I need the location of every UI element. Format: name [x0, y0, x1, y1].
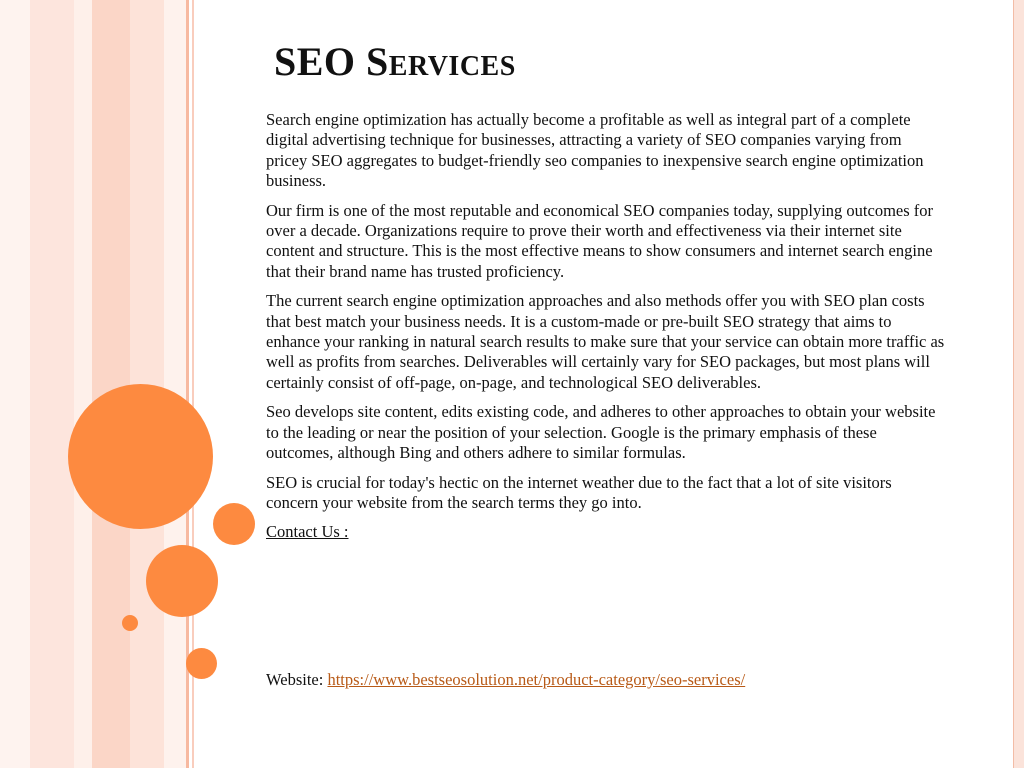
paragraph-crucial: SEO is crucial for today's hectic on the internet weather due to the fact that a lot of site visitors concern your website from the search terms they go into.: [266, 472, 892, 512]
paragraph-site-content: Seo develops site content, edits existing code, and adheres to other approaches to obtain your website to the leading or near the position of your selection. Google is the primary emphasis of these outcomes, although Bing and others adhere to similar formulas.: [266, 402, 936, 463]
website-label: Website:: [266, 670, 324, 689]
website-link[interactable]: https://www.bestseosolution.net/product-category/seo-services/: [327, 670, 746, 689]
small-circle-decoration: [213, 503, 255, 545]
large-circle-decoration: [68, 384, 213, 529]
slide-title: SEO Services: [274, 39, 516, 84]
tiny-circle-decoration: [122, 615, 138, 631]
paragraph-firm: Our firm is one of the most reputable and economical SEO companies today, supplying outcomes for over a decade. Organizations require to prove their worth and effectiveness via their internet site content and structure. This is the most effective means to show consumers and internet search engine that their brand name has trusted proficiency.: [266, 200, 934, 281]
decorative-stripes: [0, 0, 200, 768]
medium-circle-decoration: [146, 545, 218, 617]
contact-us-label: Contact Us :: [266, 522, 349, 542]
small-circle-decoration-bottom: [186, 648, 217, 679]
website-line: [266, 670, 745, 690]
paragraph-intro: Search engine optimization has actually become a profitable as well as integral part of a complete digital advertising technique for businesses, attracting a variety of SEO companies varying from pricey SEO aggregates to budget-friendly seo companies to inexpensive search engine optimization business.: [266, 110, 924, 191]
paragraph-approaches: The current search engine optimization approaches and also methods offer you with SEO plan costs that best match your business needs. It is a custom-made or pre-built SEO strategy that aims to enhance your ranking in natural search results to make sure that your service can obtain more traffic as well as profits from searches. Deliverables will certainly vary for SEO packages, but most plans will certainly consist of off-page, on-page, and technological SEO deliverables.: [266, 291, 945, 392]
right-border-bar: [1014, 0, 1024, 768]
slide-content: [266, 110, 946, 552]
